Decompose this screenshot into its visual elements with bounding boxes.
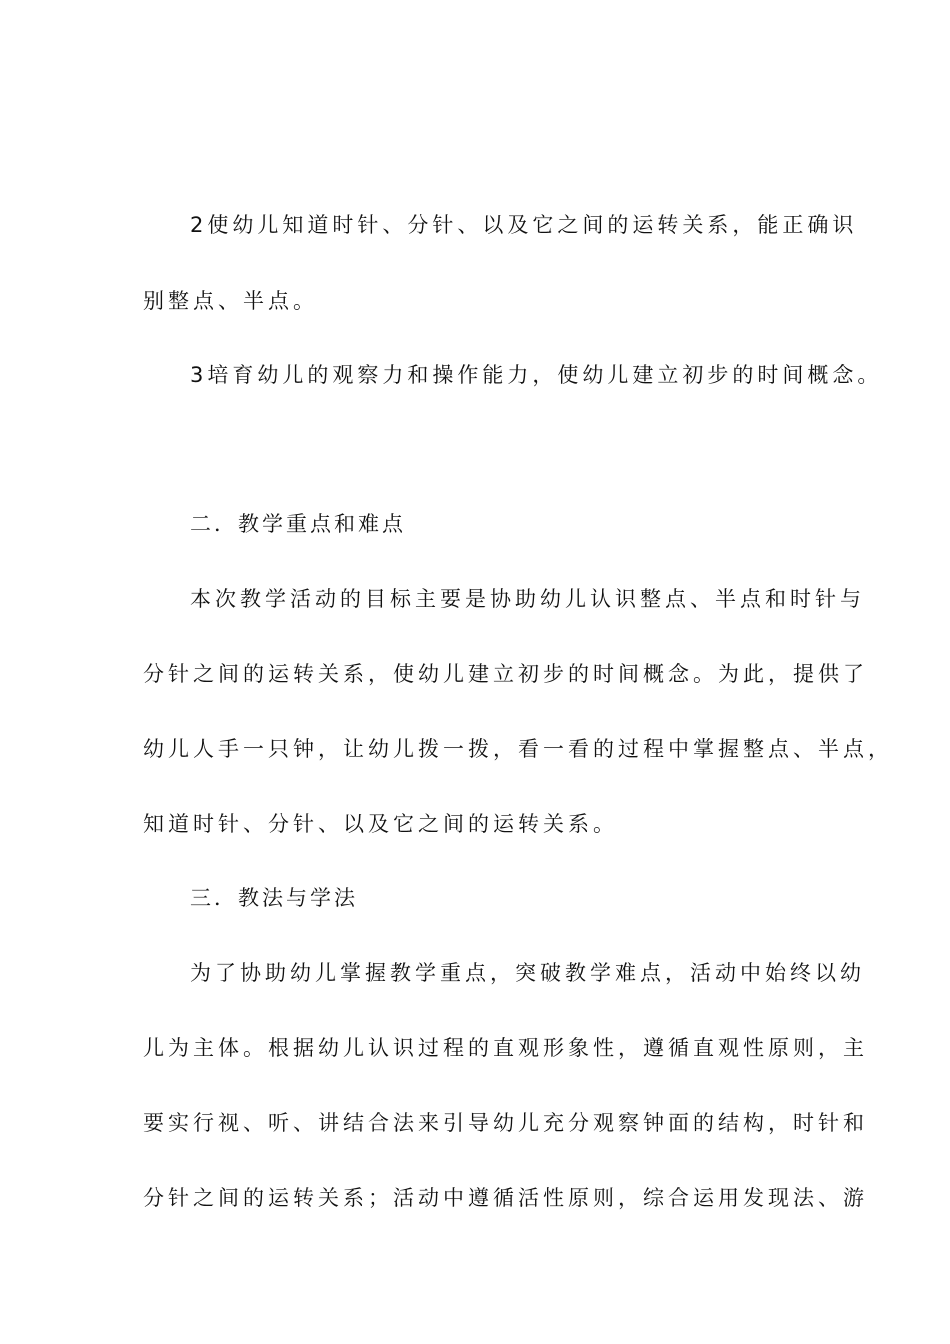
paragraph-line: 3培育幼儿的观察力和操作能力，使幼儿建立初步的时间概念。 [190, 363, 883, 387]
section-heading: 二．教学重点和难点 [190, 512, 406, 536]
paragraph-line: 分针之间的运转关系，使幼儿建立初步的时间概念。为此，提供了 [143, 662, 868, 686]
paragraph-line: 本次教学活动的目标主要是协助幼儿认识整点、半点和时针与 [190, 587, 865, 611]
paragraph-line: 分针之间的运转关系；活动中遵循活性原则，综合运用发现法、游 [143, 1186, 868, 1210]
paragraph-line: 儿为主体。根据幼儿认识过程的直观形象性，遵循直观性原则，主 [143, 1036, 868, 1060]
paragraph-line: 为了协助幼儿掌握教学重点，突破教学难点，活动中始终以幼 [190, 961, 865, 985]
paragraph-line: 2使幼儿知道时针、分针、以及它之间的运转关系，能正确识 [190, 213, 858, 237]
paragraph-line: 幼儿人手一只钟，让幼儿拨一拨，看一看的过程中掌握整点、半点， [143, 737, 893, 761]
paragraph-line: 要实行视、听、讲结合法来引导幼儿充分观察钟面的结构，时针和 [143, 1111, 868, 1135]
section-heading: 三．教法与学法 [190, 886, 358, 910]
paragraph-line: 知道时针、分针、以及它之间的运转关系。 [143, 812, 618, 836]
paragraph-line: 别整点、半点。 [143, 289, 318, 313]
